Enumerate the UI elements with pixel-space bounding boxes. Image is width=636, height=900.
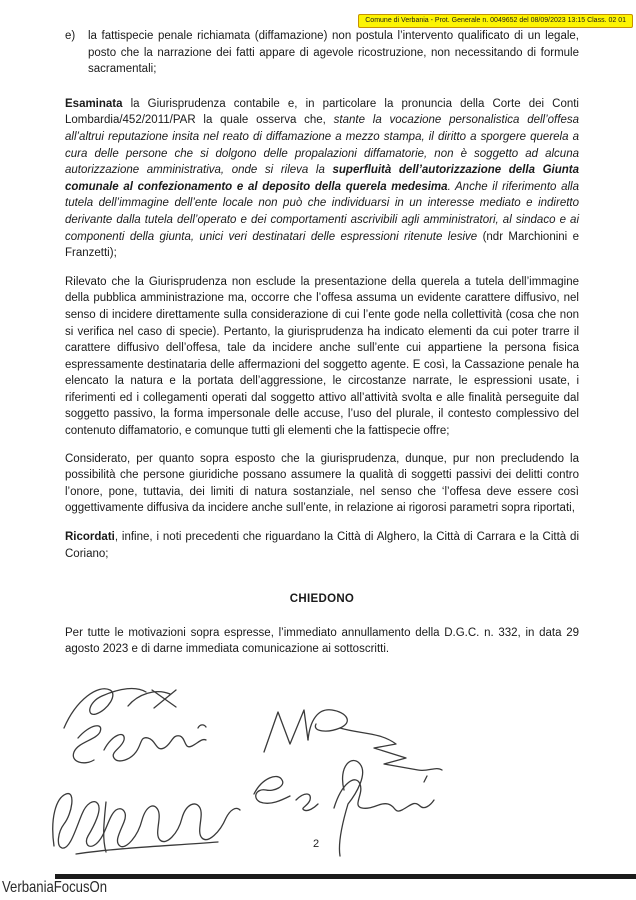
text-run: (ndr Marchionini e Franzetti); <box>65 230 579 260</box>
text-run-italic: . Anche il riferimento alla tutela dell’immagine dell’ente locale non può che individuarsi in un interesse mediato e indiretto derivante dalla tutela dell’operato e dei comportamenti ascrivibili agli amministratori, al sindaco e ai componenti della giunta, unici veri destinatari delle espressioni ritenute lesive <box>65 180 579 243</box>
signature-4 <box>256 700 446 783</box>
page-number: 2 <box>312 838 320 850</box>
paragraph-considerato: Considerato, per quanto sopra esposto che la giurisprudenza, dunque, pur non precludendo la possibilità che persone giuridiche possano assumere la qualità di soggetti passivi dei delitti contro l’onore, pone, tuttavia, dei limiti di natura sostanziale, nel senso che ‘l’offesa deve essere così oggettivamente diffusiva da incidere anche sull’ente, in relazione ai rigorosi parametri sopra riportati, <box>65 452 579 515</box>
signature-3 <box>46 758 244 863</box>
lead-word-esaminata: Esaminata <box>65 97 123 110</box>
text-run: , infine, i noti precedenti che riguardano la Città di Alghero, la Città di Carrara e la Città di Coriano; <box>65 531 579 560</box>
watermark-text: VerbaniaFocusOn <box>2 879 108 896</box>
lead-word-ricordati: Ricordati <box>65 531 115 544</box>
bottom-scan-bar <box>55 874 636 879</box>
protocol-stamp <box>358 14 633 28</box>
paragraph-esaminata <box>65 96 579 262</box>
signature-2 <box>60 716 215 783</box>
text-run: la Giurisprudenza contabile e, in particolare la pronuncia della Corte dei Conti Lombardia/452/2011/PAR la quale osserva che, <box>65 97 579 127</box>
list-item-text: la fattispecie penale richiamata (diffamazione) non postula l’intervento qualificato di un legale, posto che la narrazione dei fatti appare di agevole ricostruzione, non necessitando di formule sacramentali; <box>88 30 579 76</box>
paragraph-ricordati <box>65 529 579 562</box>
paragraph-petition: Per tutte le motivazioni sopra espresse, l’immediato annullamento della D.G.C. n. 332, in data 29 agosto 2023 e di darne immediata comunicazione ai sottoscritti. <box>65 626 579 656</box>
list-item-e <box>65 28 579 78</box>
protocol-stamp-text: Comune di Verbania - Prot. Generale n. 0049652 del 08/09/2023 13:15 Class. 02 01 <box>365 17 626 24</box>
document-body <box>65 28 579 658</box>
list-item-marker: e) <box>65 30 76 42</box>
text-run-italic: stante la vocazione personalistica dell’offesa all’altrui reputazione insita nel reato di diffamazione a mezzo stampa, il diritto a sporgere querela a cura delle persone che si dolgono delle propalazioni diffamatorie, non è soggetto ad alcuna autorizzazione amministrativa, onde si rileva la <box>65 114 579 177</box>
text-run-bold-italic: superfluità dell’autorizzazione della Giunta comunale al confezionamento e al deposito della querela medesima <box>65 164 579 193</box>
paragraph-rilevato: Rilevato che la Giurisprudenza non esclude la presentazione della querela a tutela dell’immagine della pubblica amministrazione ma, occorre che l’offesa assuma un evidente carattere diffusivo, nel senso di incidere direttamente sulla considerazione di cui l’ente gode nella collettività (cosa che non si verifica nel caso di specie). Pertanto, la giurisprudenza ha indicato elementi da cui poter trarre il carattere diffusivo dell’offesa, tale da incidere anche sull’ente cui appartiene la persona fisica espressamente destinataria delle affermazioni del soggetto agente. E così, la Cassazione penale ha elencato la natura e la portata dell’aggressione, le circostanze narrate, le espressioni usate, i riferimenti ed i collegamenti operati dal soggetto attivo all’attività svolta e alle finalità perseguite dal soggetto passivo, la forma impersonale delle accuse, l’uso del plurale, il contesto complessivo del contenuto diffamatorio, e comunque tutti gli elementi che la fattispecie offre; <box>65 275 579 438</box>
heading-chiedono: CHIEDONO <box>289 593 355 606</box>
signature-5 <box>244 752 444 862</box>
signature-1 <box>58 680 188 740</box>
